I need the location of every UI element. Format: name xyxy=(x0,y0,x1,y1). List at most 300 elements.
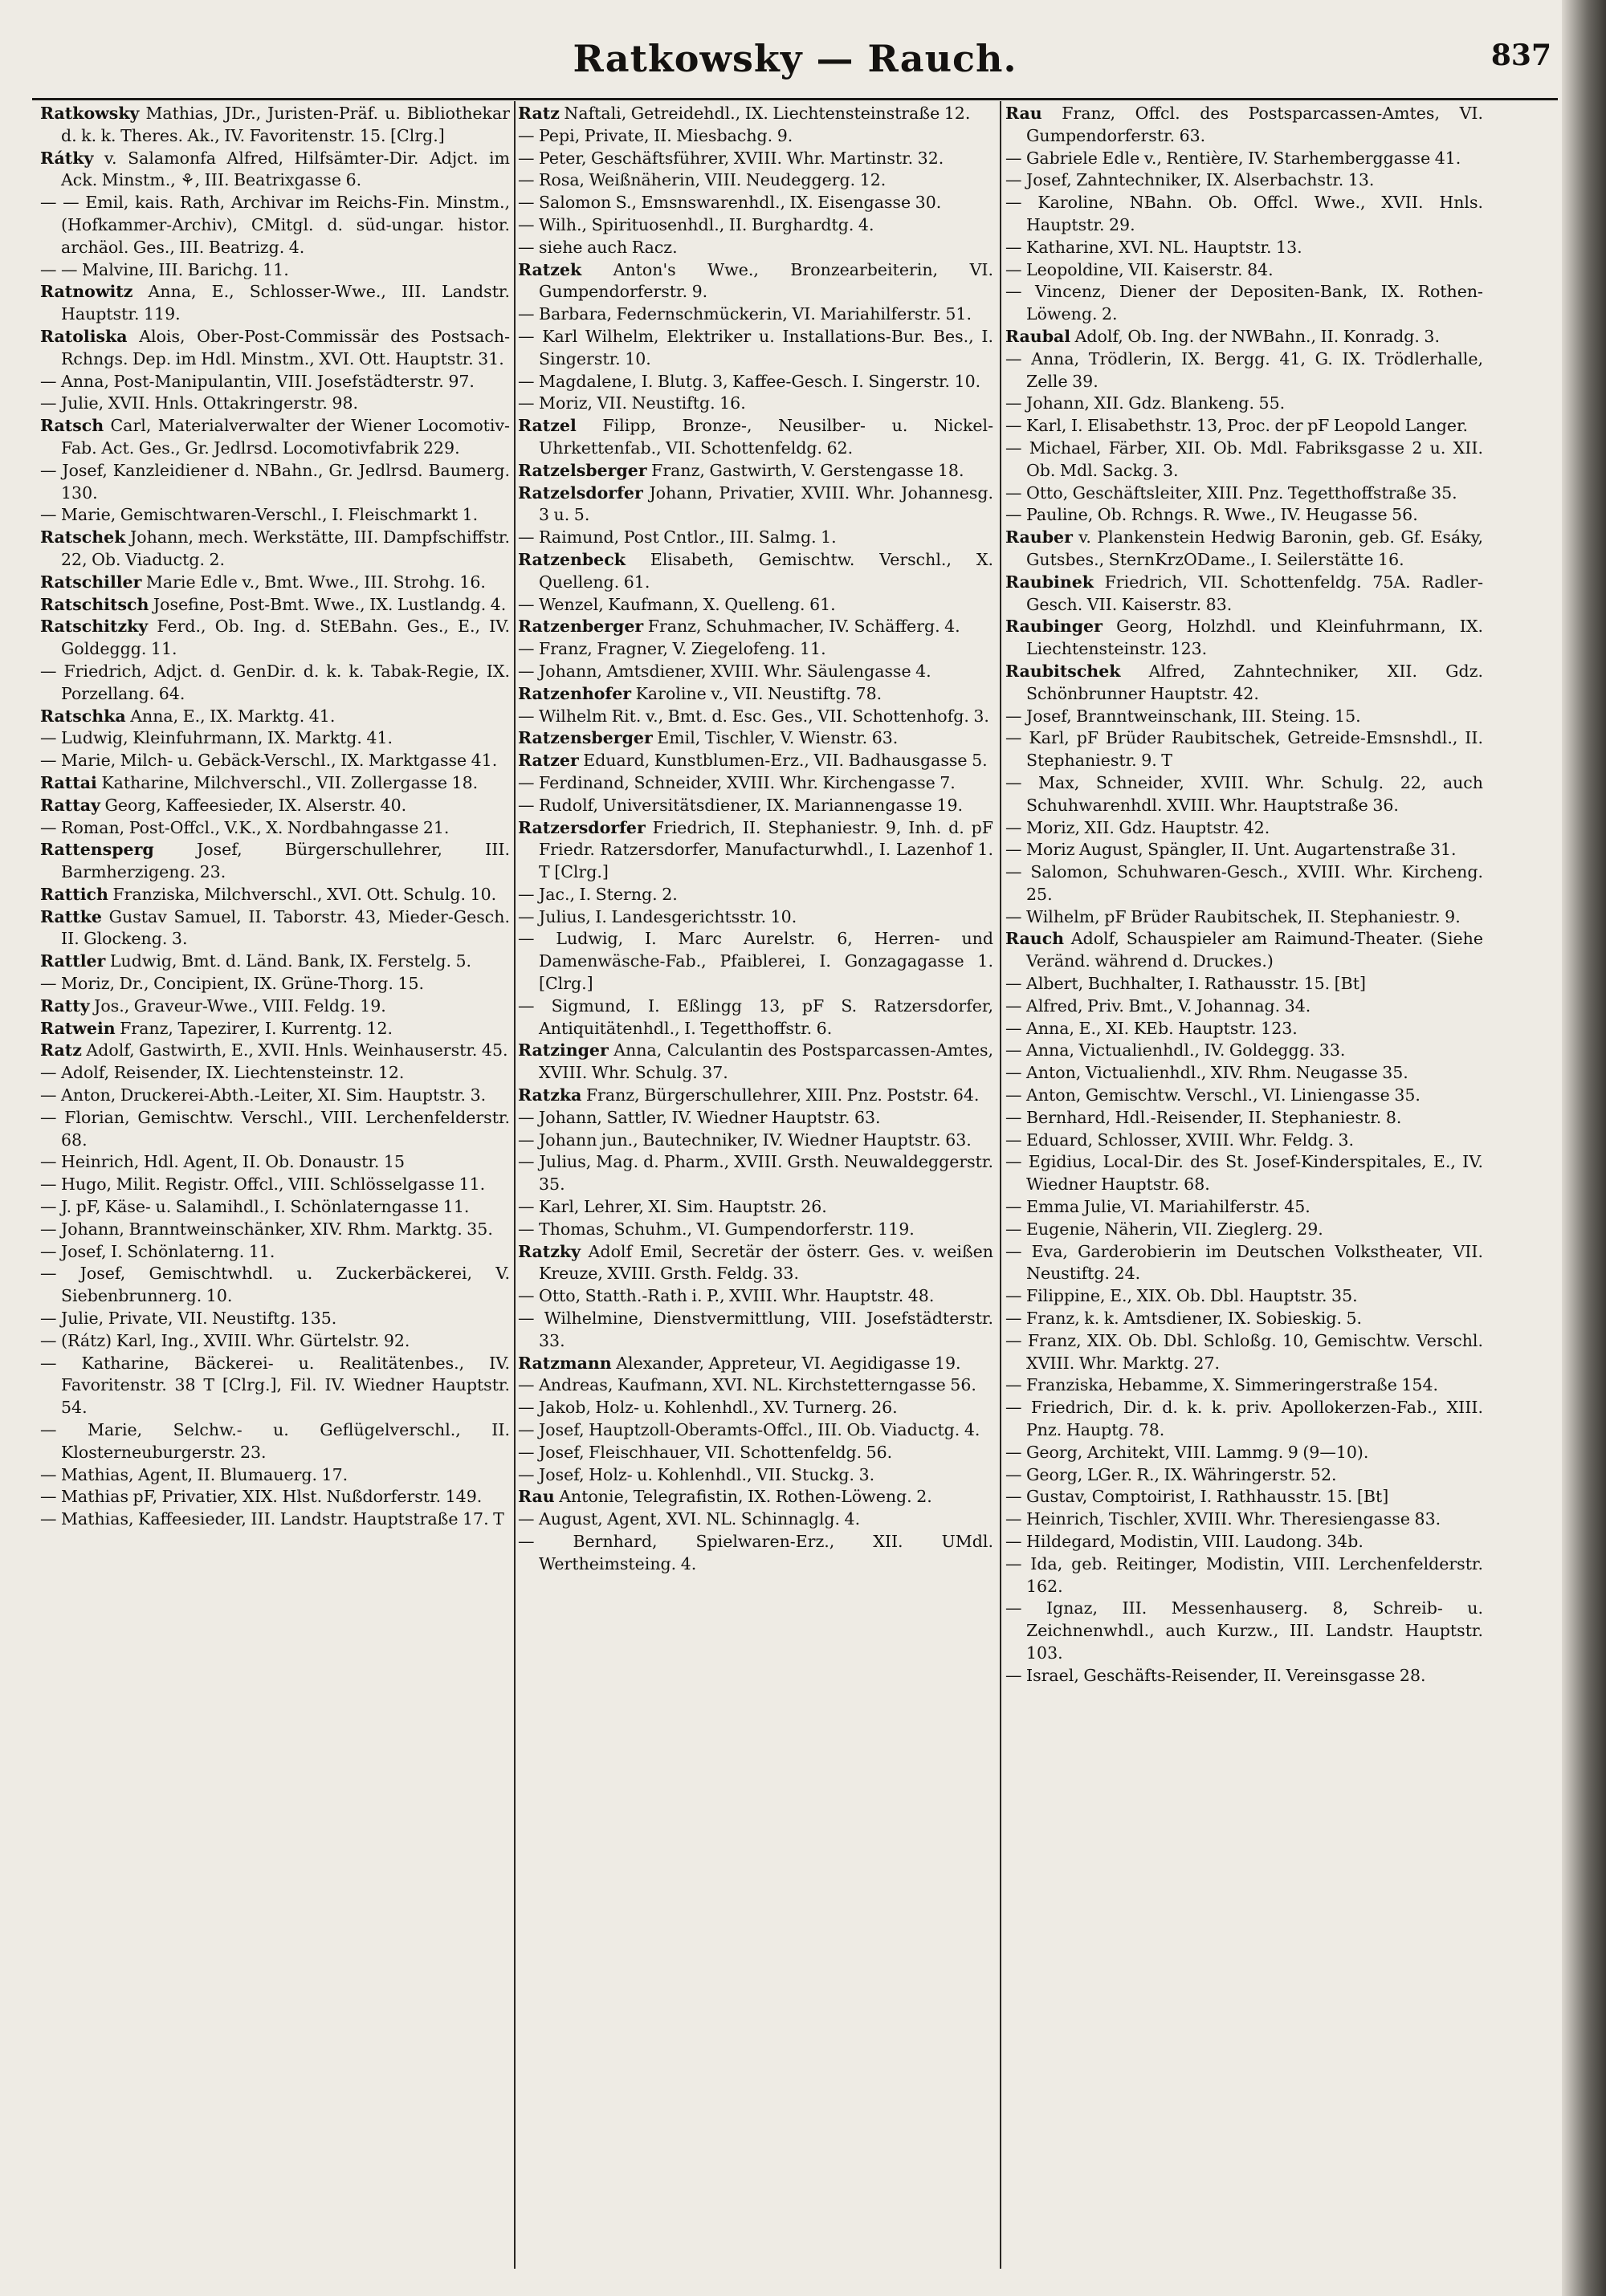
directory-entry xyxy=(40,326,510,371)
directory-entry xyxy=(1005,1442,1483,1464)
entry-details: Adolf, Ob. Ing. der NWBahn., II. Konradg. 3. xyxy=(1070,326,1440,346)
entry-details: Franziska, Milchverschl., XVI. Ott. Schulg. 10. xyxy=(108,884,497,904)
directory-entry xyxy=(1005,504,1483,527)
directory-entry xyxy=(40,192,510,259)
directory-entry xyxy=(40,616,510,661)
entry-details: — Friedrich, Adjct. d. GenDir. d. k. k. Tabak-Regie, IX. Porzellang. 64. xyxy=(40,661,510,703)
entry-surname: Ratoliska xyxy=(40,326,128,346)
entry-details: — Josef, Branntweinschank, III. Steing. 15. xyxy=(1005,706,1361,726)
entry-details: — Vincenz, Diener der Depositen-Bank, IX. Rothen-Löweng. 2. xyxy=(1005,282,1483,324)
directory-entry xyxy=(40,103,510,148)
entry-details: v. Salamonfa Alfred, Hilfsämter-Dir. Adjct. im Ack. Minstm., ⚘, III. Beatrixgasse 6. xyxy=(61,148,510,190)
entry-details: — August, Agent, XVI. NL. Schinnaglg. 4. xyxy=(518,1509,861,1529)
directory-entry xyxy=(1005,572,1483,617)
entry-details: Naftali, Getreidehdl., IX. Liechtensteinstraße 12. xyxy=(559,104,971,123)
entry-details: Alexander, Appreteur, VI. Aegidigasse 19. xyxy=(611,1353,961,1373)
directory-entry xyxy=(518,1219,993,1241)
entry-details: Josefine, Post-Bmt. Wwe., IX. Lustlandg. 4. xyxy=(149,594,507,614)
entry-details: — Marie, Gemischtwaren-Verschl., I. Fleischmarkt 1. xyxy=(40,505,479,525)
entry-surname: Ratzek xyxy=(518,259,582,279)
directory-entry xyxy=(518,1308,993,1353)
entry-details: — Pepi, Private, II. Miesbachg. 9. xyxy=(518,125,793,145)
entry-surname: Raubal xyxy=(1005,326,1071,346)
directory-entry xyxy=(40,1464,510,1487)
entry-details: Anton's Wwe., Bronzearbeiterin, VI. Gumpendorferstr. 9. xyxy=(539,259,993,302)
entry-surname: Ratschitsch xyxy=(40,594,149,614)
entry-details: Franz, Bürgerschullehrer, XIII. Pnz. Poststr. 64. xyxy=(581,1085,980,1105)
directory-entry xyxy=(1005,1196,1483,1219)
entry-details: — Barbara, Federnschmückerin, VI. Mariahilferstr. 51. xyxy=(518,304,972,324)
entry-details: — Moriz, Dr., Concipient, IX. Grüne-Thorg. 15. xyxy=(40,974,425,994)
directory-entry xyxy=(1005,727,1483,772)
entry-details: Karoline v., VII. Neustiftg. 78. xyxy=(631,683,882,703)
entry-details: — Hugo, Milit. Registr. Offcl., VIII. Schlösselgasse 11. xyxy=(40,1174,486,1195)
entry-surname: Ratzmann xyxy=(518,1353,612,1373)
directory-entry xyxy=(40,1330,510,1353)
entry-surname: Ratzensberger xyxy=(518,728,653,748)
directory-entry xyxy=(1005,1107,1483,1130)
directory-entry xyxy=(1005,148,1483,170)
directory-entry xyxy=(40,884,510,906)
entry-details: Emil, Tischler, V. Wienstr. 63. xyxy=(652,728,899,748)
directory-entry xyxy=(1005,1531,1483,1553)
directory-entry xyxy=(1005,706,1483,728)
entry-details: — Katharine, XVI. NL. Hauptstr. 13. xyxy=(1005,237,1302,257)
directory-entry xyxy=(1005,1330,1483,1375)
entry-details: Friedrich, VII. Schottenfeldg. 75A. Radler-Gesch. VII. Kaiserstr. 83. xyxy=(1026,572,1483,614)
directory-entry xyxy=(518,928,993,995)
directory-entry xyxy=(518,415,993,460)
entry-details: — Moriz, VII. Neustiftg. 16. xyxy=(518,393,746,413)
entry-details: — Anna, Victualienhdl., IV. Goldeggg. 33. xyxy=(1005,1040,1346,1060)
entry-details: — Franziska, Hebamme, X. Simmeringerstraße 154. xyxy=(1005,1375,1439,1395)
directory-entry xyxy=(518,817,993,884)
entry-details: — Ferdinand, Schneider, XVIII. Whr. Kirchengasse 7. xyxy=(518,772,956,792)
directory-entry xyxy=(518,1442,993,1464)
entry-surname: Ratwein xyxy=(40,1018,116,1038)
directory-entry xyxy=(518,1151,993,1196)
entry-surname: Raubitschek xyxy=(1005,661,1121,681)
entry-surname: Ratzky xyxy=(518,1241,581,1261)
directory-entry xyxy=(40,727,510,750)
directory-entry xyxy=(40,1486,510,1508)
entry-details: — siehe auch Racz. xyxy=(518,237,678,257)
entry-details: Antonie, Telegrafistin, IX. Rothen-Löweng. 2. xyxy=(554,1487,932,1507)
page-number: 837 xyxy=(1490,39,1551,72)
directory-entry xyxy=(40,148,510,193)
directory-entry xyxy=(40,594,510,617)
entry-details: Friedrich, II. Stephaniestr. 9, Inh. d. pF Friedr. Ratzersdorfer, Manufacturwhdl., I. Lazenhof 1. T [Clrg.] xyxy=(539,817,993,882)
directory-entry xyxy=(518,616,993,638)
entry-details: — Raimund, Post Cntlor., III. Salmg. 1. xyxy=(518,527,837,548)
entry-details: — Rudolf, Universitätsdiener, IX. Mariannengasse 19. xyxy=(518,795,964,815)
directory-entry xyxy=(518,393,993,415)
entry-details: Johann, Privatier, XVIII. Whr. Johannesg. 3 u. 5. xyxy=(539,482,993,525)
entry-surname: Ratzenhofer xyxy=(518,683,632,703)
directory-entry xyxy=(40,951,510,973)
directory-entry xyxy=(1005,438,1483,482)
entry-details: — Johann, Sattler, IV. Wiedner Hauptstr. 63. xyxy=(518,1107,881,1127)
directory-entry xyxy=(1005,1508,1483,1531)
entry-details: — Josef, Holz- u. Kohlenhdl., VII. Stuckg. 3. xyxy=(518,1464,875,1484)
directory-entry xyxy=(518,1531,993,1576)
entry-details: Elisabeth, Gemischtw. Verschl., X. Quelleng. 61. xyxy=(539,549,993,592)
entry-details: — Wilhelmine, Dienstvermittlung, VIII. Josefstädterstr. 33. xyxy=(518,1309,993,1350)
header-rule xyxy=(32,98,1558,100)
directory-entry xyxy=(518,169,993,192)
directory-entry xyxy=(518,259,993,304)
entry-details: — Julie, XVII. Hnls. Ottakringerstr. 98. xyxy=(40,393,359,413)
entry-details: — Josef, Gemischtwhdl. u. Zuckerbäckerei, V. Siebenbrunnerg. 10. xyxy=(40,1264,510,1306)
directory-entry xyxy=(518,326,993,371)
page-edge-shadow xyxy=(1562,0,1606,2296)
entry-details: — Karl, pF Brüder Raubitschek, Getreide-Emsnshdl., II. Stephaniestr. 9. T xyxy=(1005,728,1483,771)
directory-entry xyxy=(40,973,510,995)
entry-details: — Josef, Kanzleidiener d. NBahn., Gr. Jedlrsd. Baumerg. 130. xyxy=(40,460,510,503)
directory-entry xyxy=(518,192,993,214)
page-title: Ratkowsky — Rauch. xyxy=(573,37,1017,80)
entry-details: Franz, Offcl. des Postsparcassen-Amtes, VI. Gumpendorferstr. 63. xyxy=(1026,104,1483,145)
entry-details: — Eva, Garderobierin im Deutschen Volkstheater, VII. Neustiftg. 24. xyxy=(1005,1241,1483,1284)
directory-entry xyxy=(518,661,993,683)
entry-details: — Georg, LGer. R., IX. Währingerstr. 52. xyxy=(1005,1464,1337,1484)
directory-entry xyxy=(1005,326,1483,348)
directory-entry xyxy=(40,1018,510,1040)
entry-details: — Franz, Fragner, V. Ziegelofeng. 11. xyxy=(518,639,826,659)
entry-details: Carl, Materialverwalter der Wiener Locomotiv-Fab. Act. Ges., Gr. Jedlrsd. Locomotivfabrik 229. xyxy=(61,416,510,458)
entry-details: — Ludwig, Kleinfuhrmann, IX. Marktg. 41. xyxy=(40,728,393,748)
directory-entry xyxy=(518,482,993,527)
entry-details: — Franz, k. k. Amtsdiener, IX. Sobieskig. 5. xyxy=(1005,1309,1363,1329)
entry-details: — Max, Schneider, XVIII. Whr. Schulg. 22, auch Schuhwarenhdl. XVIII. Whr. Hauptstraße 36. xyxy=(1005,772,1483,815)
entry-details: — Jac., I. Sterng. 2. xyxy=(518,884,678,904)
directory-entry xyxy=(1005,1151,1483,1196)
entry-details: Mathias, JDr., Juristen-Präf. u. Bibliothekar d. k. k. Theres. Ak., IV. Favoritenstr. 15. [Clrg.] xyxy=(61,104,510,145)
directory-entry xyxy=(518,995,993,1040)
entry-surname: Rattensperg xyxy=(40,840,154,860)
directory-entry xyxy=(1005,1308,1483,1330)
entry-details: — Josef, Zahntechniker, IX. Alserbachstr. 13. xyxy=(1005,170,1375,190)
directory-entry xyxy=(1005,415,1483,438)
entry-details: — Georg, Architekt, VIII. Lammg. 9 (9—10). xyxy=(1005,1442,1369,1462)
entry-surname: Rauber xyxy=(1005,527,1073,548)
directory-entry xyxy=(40,371,510,393)
entry-surname: Ratschek xyxy=(40,527,126,548)
directory-entry xyxy=(518,906,993,929)
directory-entry xyxy=(1005,1130,1483,1152)
entry-details: Anna, E., IX. Marktg. 41. xyxy=(125,706,336,726)
directory-entry xyxy=(518,1508,993,1531)
entry-details: Johann, mech. Werkstätte, III. Dampfschiffstr. 22, Ob. Viaductg. 2. xyxy=(61,527,510,569)
directory-entry xyxy=(40,1062,510,1085)
directory-entry xyxy=(1005,1464,1483,1487)
entry-details: Gustav Samuel, II. Taborstr. 43, Mieder-Gesch. II. Glockeng. 3. xyxy=(61,906,510,949)
entry-details: — Julie, Private, VII. Neustiftg. 135. xyxy=(40,1309,337,1329)
entry-details: — Johann, Amtsdiener, XVIII. Whr. Säulengasse 4. xyxy=(518,661,931,681)
entry-details: Filipp, Bronze-, Neusilber- u. Nickel-Uhrkettenfab., VII. Schottenfeldg. 62. xyxy=(539,416,993,458)
directory-entry xyxy=(518,1464,993,1487)
entry-details: — Bernhard, Hdl.-Reisender, II. Stephaniestr. 8. xyxy=(1005,1107,1402,1127)
entry-details: — Salomon, Schuhwaren-Gesch., XVIII. Whr. Kircheng. 25. xyxy=(1005,862,1483,904)
entry-details: — Anton, Druckerei-Abth.-Leiter, XI. Sim. Hauptstr. 3. xyxy=(40,1085,487,1105)
directory-entry xyxy=(1005,928,1483,973)
column-middle xyxy=(518,103,993,2270)
directory-entry xyxy=(40,750,510,772)
page-header xyxy=(32,31,1558,95)
directory-entry xyxy=(518,727,993,750)
entry-details: Josef, Bürgerschullehrer, III. Barmherzigeng. 23. xyxy=(61,840,510,882)
entry-surname: Rattich xyxy=(40,884,108,904)
entry-details: — Thomas, Schuhm., VI. Gumpendorferstr. 119. xyxy=(518,1219,915,1239)
directory-entry xyxy=(1005,839,1483,861)
entry-details: — Friedrich, Dir. d. k. k. priv. Apollokerzen-Fab., XIII. Pnz. Hauptg. 78. xyxy=(1005,1398,1483,1440)
entry-details: — Wilhelm, pF Brüder Raubitschek, II. Stephaniestr. 9. xyxy=(1005,906,1461,926)
entry-details: Ludwig, Bmt. d. Länd. Bank, IX. Ferstelg. 5. xyxy=(105,951,472,971)
entry-details: Franz, Gastwirth, V. Gerstengasse 18. xyxy=(646,460,964,480)
entry-details: — Heinrich, Tischler, XVIII. Whr. Theresiengasse 83. xyxy=(1005,1509,1441,1529)
entry-details: — Karl, I. Elisabethstr. 13, Proc. der pF Leopold Langer. xyxy=(1005,416,1469,436)
entry-details: Ferd., Ob. Ing. d. StEBahn. Ges., E., IV. Goldeggg. 11. xyxy=(61,617,510,659)
entry-details: Marie Edle v., Bmt. Wwe., III. Strohg. 16. xyxy=(141,572,486,592)
directory-entry xyxy=(40,906,510,951)
directory-entry xyxy=(518,750,993,772)
directory-entry xyxy=(518,125,993,148)
entry-details: — (Rátz) Karl, Ing., XVIII. Whr. Gürtelstr. 92. xyxy=(40,1330,410,1350)
directory-entry xyxy=(1005,817,1483,840)
directory-entry xyxy=(40,281,510,326)
directory-entry xyxy=(40,527,510,572)
directory-entry xyxy=(40,1107,510,1152)
entry-surname: Ratzelsdorfer xyxy=(518,482,643,503)
entry-surname: Ratty xyxy=(40,995,90,1016)
entry-details: v. Plankenstein Hedwig Baronin, geb. Gf. Esáky, Gutsbes., SternKrzODame., I. Seilerstätte 16. xyxy=(1026,527,1483,569)
entry-details: — Wilh., Spirituosenhdl., II. Burghardtg. 4. xyxy=(518,214,874,234)
entry-details: — Johann, Branntweinschänker, XIV. Rhm. Marktg. 35. xyxy=(40,1219,493,1239)
directory-entry xyxy=(40,1174,510,1196)
directory-entry xyxy=(1005,1018,1483,1040)
directory-entry xyxy=(1005,1062,1483,1085)
directory-entry xyxy=(1005,237,1483,259)
directory-entry xyxy=(518,1419,993,1442)
entry-details: Alois, Ober-Post-Commissär des Postsach-Rchngs. Dep. im Hdl. Minstm., XVI. Ott. Hauptstr. 31. xyxy=(61,326,510,368)
entry-details: Anna, Calculantin des Postsparcassen-Amtes, XVIII. Whr. Schulg. 37. xyxy=(539,1040,993,1083)
directory-entry xyxy=(518,1085,993,1107)
entry-details: — Anton, Victualienhdl., XIV. Rhm. Neugasse 35. xyxy=(1005,1063,1408,1083)
entry-details: — Florian, Gemischtw. Verschl., VIII. Lerchenfelderstr. 68. xyxy=(40,1107,510,1150)
entry-details: — Anton, Gemischtw. Verschl., VI. Liniengasse 35. xyxy=(1005,1085,1421,1105)
directory-entry xyxy=(518,1374,993,1397)
entry-surname: Raubinek xyxy=(1005,572,1094,592)
entry-surname: Rau xyxy=(518,1487,555,1507)
entry-details: Katharine, Milchverschl., VII. Zollergasse 18. xyxy=(96,772,479,792)
directory-entry xyxy=(40,839,510,884)
entry-surname: Ratschiller xyxy=(40,572,142,592)
column-divider xyxy=(1000,101,1001,2269)
entry-details: — Anna, E., XI. KEb. Hauptstr. 123. xyxy=(1005,1018,1298,1038)
directory-entry xyxy=(1005,1040,1483,1062)
directory-entry xyxy=(40,1508,510,1531)
directory-entry xyxy=(40,1308,510,1330)
entry-details: — Julius, Mag. d. Pharm., XVIII. Grsth. Neuwaldeggerstr. 35. xyxy=(518,1152,993,1195)
entry-details: — Michael, Färber, XII. Ob. Mdl. Fabriksgasse 2 u. XII. Ob. Mdl. Sackg. 3. xyxy=(1005,438,1483,480)
directory-entry xyxy=(40,817,510,840)
entry-surname: Ratz xyxy=(40,1040,82,1060)
directory-entry xyxy=(1005,281,1483,326)
directory-entry xyxy=(40,706,510,728)
entry-details: — Otto, Statth.-Rath i. P., XVIII. Whr. Hauptstr. 48. xyxy=(518,1286,935,1306)
entry-surname: Rattai xyxy=(40,772,97,792)
entry-details: — Peter, Geschäftsführer, XVIII. Whr. Martinstr. 32. xyxy=(518,148,944,168)
entry-details: — Franz, XIX. Ob. Dbl. Schloßg. 10, Gemischtw. Verschl. XVIII. Whr. Marktg. 27. xyxy=(1005,1330,1483,1373)
entry-details: — Johann, XII. Gdz. Blankeng. 55. xyxy=(1005,393,1286,413)
entry-details: — Marie, Milch- u. Gebäck-Verschl., IX. Marktgasse 41. xyxy=(40,751,498,771)
directory-entry xyxy=(40,1219,510,1241)
directory-entry xyxy=(1005,393,1483,415)
directory-entry xyxy=(40,415,510,460)
directory-entry xyxy=(40,572,510,594)
entry-surname: Ratkowsky xyxy=(40,104,140,123)
directory-entry xyxy=(518,303,993,326)
directory-entry xyxy=(1005,1374,1483,1397)
entry-details: — Leopoldine, VII. Kaiserstr. 84. xyxy=(1005,259,1274,279)
directory-entry xyxy=(1005,861,1483,906)
entry-details: Adolf, Schauspieler am Raimund-Theater. (Siehe Veränd. während d. Druckes.) xyxy=(1026,929,1483,971)
column-left xyxy=(40,103,510,2270)
entry-surname: Ratzka xyxy=(518,1085,582,1105)
entry-details: — Salomon S., Emsnswarenhdl., IX. Eisengasse 30. xyxy=(518,193,942,213)
entry-details: — Alfred, Priv. Bmt., V. Johannag. 34. xyxy=(1005,995,1311,1016)
entry-details: — Josef, I. Schönlaterng. 11. xyxy=(40,1241,275,1261)
entry-details: Jos., Graveur-Wwe., VIII. Feldg. 19. xyxy=(89,995,386,1016)
entry-surname: Ratzel xyxy=(518,416,577,436)
directory-entry xyxy=(518,527,993,549)
directory-entry xyxy=(40,1353,510,1419)
entry-surname: Rauch xyxy=(1005,929,1065,949)
directory-entry xyxy=(1005,482,1483,505)
directory-entry xyxy=(518,549,993,594)
directory-entry xyxy=(518,1397,993,1419)
directory-entry xyxy=(1005,616,1483,661)
directory-entry xyxy=(1005,1285,1483,1308)
directory-entry xyxy=(1005,1553,1483,1598)
entry-details: — Moriz August, Spängler, II. Unt. Augartenstraße 31. xyxy=(1005,840,1457,860)
entry-surname: Ratschitzky xyxy=(40,617,149,637)
directory-entry xyxy=(518,795,993,817)
entry-details: — Ida, geb. Reitinger, Modistin, VIII. Lerchenfelderstr. 162. xyxy=(1005,1553,1483,1596)
directory-entry xyxy=(40,661,510,706)
entry-surname: Rau xyxy=(1005,104,1042,123)
directory-entry xyxy=(40,259,510,282)
directory-entry xyxy=(518,460,993,482)
entry-details: — Karl, Lehrer, XI. Sim. Hauptstr. 26. xyxy=(518,1197,827,1217)
entry-surname: Ratsch xyxy=(40,416,104,436)
entry-details: — Moriz, XII. Gdz. Hauptstr. 42. xyxy=(1005,817,1270,837)
entry-details: — Albert, Buchhalter, I. Rathausstr. 15. [Bt] xyxy=(1005,974,1366,994)
directory-entry xyxy=(1005,1397,1483,1442)
directory-entry xyxy=(40,460,510,505)
entry-details: — Heinrich, Hdl. Agent, II. Ob. Donaustr. 15 xyxy=(40,1152,405,1172)
directory-entry xyxy=(518,371,993,393)
entry-details: Anna, E., Schlosser-Wwe., III. Landstr. Hauptstr. 119. xyxy=(61,282,510,324)
directory-entry xyxy=(1005,169,1483,192)
directory-entry xyxy=(1005,103,1483,148)
entry-details: Georg, Holzhdl. und Kleinfuhrmann, IX. Liechtensteinstr. 123. xyxy=(1026,617,1483,659)
column-divider xyxy=(514,101,516,2269)
entry-details: — Ignaz, III. Messenhauserg. 8, Schreib- u. Zeichnenwhdl., auch Kurzw., III. Landstr. Hauptstr. 103. xyxy=(1005,1598,1483,1663)
entry-details: — Anna, Trödlerin, IX. Bergg. 41, G. IX. Trödlerhalle, Zelle 39. xyxy=(1005,348,1483,391)
directory-entry xyxy=(40,1085,510,1107)
directory-entry xyxy=(518,1486,993,1508)
directory-entry xyxy=(1005,906,1483,929)
entry-details: Franz, Tapezirer, I. Kurrentg. 12. xyxy=(115,1018,393,1038)
directory-entry xyxy=(518,1241,993,1286)
entry-details: — Pauline, Ob. Rchngs. R. Wwe., IV. Heugasse 56. xyxy=(1005,505,1418,525)
entry-details: — Sigmund, I. Eßlingg 13, pF S. Ratzersdorfer, Antiquitätenhdl., I. Tegetthoffstr. 6. xyxy=(518,995,993,1038)
directory-entry xyxy=(1005,1241,1483,1286)
entry-details: — Mathias pF, Privatier, XIX. Hlst. Nußdorferstr. 149. xyxy=(40,1487,483,1507)
entry-details: — Gustav, Comptoirist, I. Rathhausstr. 15. [Bt] xyxy=(1005,1487,1389,1507)
entry-details: Adolf Emil, Secretär der österr. Ges. v. weißen Kreuze, XVIII. Grsth. Feldg. 33. xyxy=(539,1241,993,1284)
entry-details: — Mathias, Agent, II. Blumauerg. 17. xyxy=(40,1464,349,1484)
directory-entry xyxy=(40,1040,510,1062)
entry-details: Franz, Schuhmacher, IV. Schäfferg. 4. xyxy=(643,617,960,637)
entry-details: — Otto, Geschäftsleiter, XIII. Pnz. Tegetthoffstraße 35. xyxy=(1005,482,1457,503)
directory-entry xyxy=(1005,1665,1483,1687)
directory-entry xyxy=(1005,995,1483,1018)
entry-details: — Mathias, Kaffeesieder, III. Landstr. Hauptstraße 17. T xyxy=(40,1509,504,1529)
directory-entry xyxy=(518,638,993,661)
entry-details: — Katharine, Bäckerei- u. Realitätenbes., IV. Favoritenstr. 38 T [Clrg.], Fil. IV. Wiedner Hauptstr. 54. xyxy=(40,1353,510,1418)
directory-entry xyxy=(518,237,993,259)
directory-entry xyxy=(518,1130,993,1152)
directory-entry xyxy=(1005,527,1483,572)
entry-details: — Egidius, Local-Dir. des St. Josef-Kinderspitales, E., IV. Wiedner Hauptstr. 68. xyxy=(1005,1152,1483,1195)
directory-entry xyxy=(40,504,510,527)
entry-details: Adolf, Gastwirth, E., XVII. Hnls. Weinhauserstr. 45. xyxy=(81,1040,508,1060)
entry-details: — Emma Julie, VI. Mariahilferstr. 45. xyxy=(1005,1197,1310,1217)
entry-details: — Roman, Post-Offcl., V.K., X. Nordbahngasse 21. xyxy=(40,817,450,837)
entry-surname: Rattke xyxy=(40,906,102,926)
column-right xyxy=(1005,103,1483,2270)
entry-details: — Eduard, Schlosser, XVIII. Whr. Feldg. 3. xyxy=(1005,1130,1355,1150)
directory-entry xyxy=(40,1151,510,1174)
directory-entry xyxy=(518,103,993,125)
entry-details: — Jakob, Holz- u. Kohlenhdl., XV. Turnerg. 26. xyxy=(518,1398,898,1418)
entry-details: — Marie, Selchw.- u. Geflügelverschl., II. Klosterneuburgerstr. 23. xyxy=(40,1420,510,1462)
entry-surname: Rattay xyxy=(40,795,100,815)
entry-details: — J. pF, Käse- u. Salamihdl., I. Schönlaterngasse 11. xyxy=(40,1197,470,1217)
entry-details: — Rosa, Weißnäherin, VIII. Neudeggerg. 12. xyxy=(518,170,887,190)
entry-details: Alfred, Zahntechniker, XII. Gdz. Schönbrunner Hauptstr. 42. xyxy=(1026,661,1483,703)
directory-entry xyxy=(40,772,510,795)
directory-entry xyxy=(40,1263,510,1308)
entry-details: — Julius, I. Landesgerichtsstr. 10. xyxy=(518,906,797,926)
directory-entry xyxy=(40,995,510,1018)
entry-surname: Ratzer xyxy=(518,751,579,771)
entry-details: — — Emil, kais. Rath, Archivar im Reichs-Fin. Minstm., (Hofkammer-Archiv), CMitgl. d. süd-ungar. histor. archäol. Ges., III. Beatrizg. 4. xyxy=(40,193,510,257)
directory-entry xyxy=(518,148,993,170)
directory-entry xyxy=(40,1196,510,1219)
directory-entry xyxy=(40,795,510,817)
entry-details: — — Malvine, III. Barichg. 11. xyxy=(40,259,289,279)
entry-details: — Josef, Hauptzoll-Oberamts-Offcl., III. Ob. Viaductg. 4. xyxy=(518,1420,980,1440)
entry-details: — Gabriele Edle v., Rentière, IV. Starhemberggasse 41. xyxy=(1005,148,1461,168)
entry-surname: Rátky xyxy=(40,148,94,168)
directory-entry xyxy=(518,1040,993,1085)
entry-details: — Karl Wilhelm, Elektriker u. Installations-Bur. Bes., I. Singerstr. 10. xyxy=(518,326,993,368)
entry-surname: Ratnowitz xyxy=(40,282,133,302)
directory-entry xyxy=(1005,192,1483,237)
